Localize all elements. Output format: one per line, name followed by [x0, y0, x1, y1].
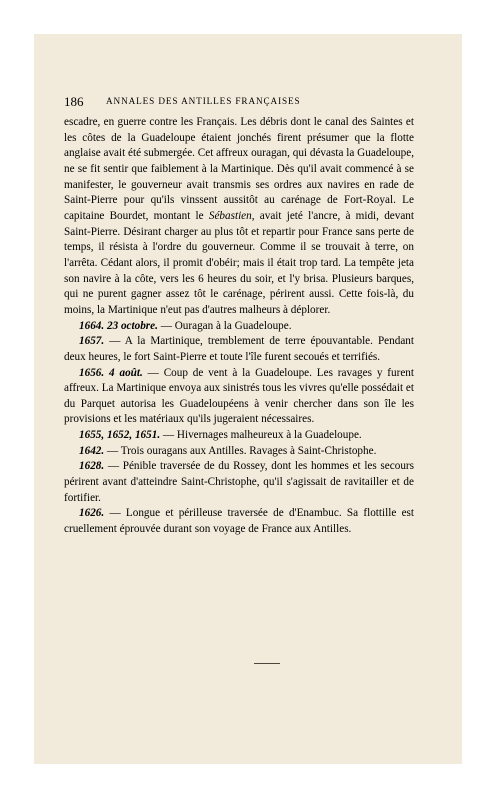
- entry-text: — Pénible traversée de du Rossey, dont les hommes et les secours périrent avant d'atteindre Saint-Christophe, qu'il s'agissait de ravitailler et de fortifier.: [64, 460, 414, 504]
- chronology-entry: [64, 334, 414, 365]
- ship-name: Sébastien: [208, 209, 252, 222]
- opening-text-part-1: escadre, en guerre contre les Français. Les débris dont le canal des Saintes et les côtes de la Guadeloupe étaient jonchés firent présumer que la flotte anglaise avait été submergée. Cet affreux ouragan, qui dévasta la Guadeloupe, ne se fit sentir que faiblement à la Martinique. Dès qu'il avait commencé à se manifester, le gouverneur avait transmis ses ordres aux navires en rade de Saint-Pierre pour qu'ils vinssent aussitôt au carénage de Fort-Royal. Le capitaine Bourdet, montant le: [64, 116, 414, 222]
- entry-date: 1657.: [79, 335, 105, 348]
- entry-date: 1656. 4 août.: [79, 366, 143, 379]
- section-end-rule: [254, 663, 280, 664]
- page-body: [64, 115, 414, 538]
- chronology-entry: [64, 459, 414, 506]
- entry-text: — Longue et périlleuse traversée de d'Enambuc. Sa flottille est cruellement éprouvée durant son voyage de France aux Antilles.: [64, 507, 414, 536]
- entry-text: — A la Martinique, tremblement de terre épouvantable. Pendant deux heures, le fort Saint-Pierre et toute l'île furent secoués et terrifiés.: [64, 335, 414, 363]
- entry-text: — Coup de vent à la Guadeloupe. Les ravages y furent affreux. La Martinique envoya aux sinistrés tous les vivres qu'elle possédait et du Parquet autorisa les Guadeloupéens à venir chercher dans son île les provisions et les matériaux qu'ils jugeraient nécessaires.: [64, 366, 414, 426]
- entry-date: 1628.: [79, 460, 105, 473]
- entry-date: 1642.: [79, 444, 105, 457]
- entry-date: 1626.: [79, 507, 105, 520]
- entry-text: — Ouragan à la Guadeloupe.: [157, 319, 292, 332]
- entry-text: — Hivernages malheureux à la Guadeloupe.: [160, 429, 362, 442]
- entry-text: — Trois ouragans aux Antilles. Ravages à Saint-Christophe.: [104, 444, 377, 457]
- opening-text-part-2: , avait jeté l'ancre, à midi, devant Saint-Pierre. Désirant charger au plus tôt et repartir pour France sans perte de temps, il résista à l'ordre du gouverneur. Comme il se trouvait à terre, on l'arrêta. Cédant alors, il promit d'obéir; mais il était trop tard. La tempête jeta son navire à la côte, vers les 6 heures du soir, et l'y brisa. Plusieurs barques, qui ne purent gagner assez tôt le carénage, périrent aussi. Cette fois-là, du moins, la Martinique n'eut pas d'autres malheurs à déplorer.: [64, 209, 415, 316]
- entry-date: 1655, 1652, 1651.: [79, 429, 161, 442]
- chronology-entry: [64, 319, 414, 335]
- page-number: 186: [64, 94, 84, 109]
- opening-paragraph: [64, 115, 414, 319]
- entry-date: 1664. 23 octobre.: [79, 319, 158, 332]
- chronology-entry: [64, 444, 414, 460]
- running-head: ANNALES DES ANTILLES FRANÇAISES: [106, 96, 301, 106]
- page-header: [64, 92, 414, 112]
- chronology-entry: [64, 428, 414, 444]
- chronology-entry: [64, 366, 414, 429]
- chronology-entry: [64, 506, 414, 537]
